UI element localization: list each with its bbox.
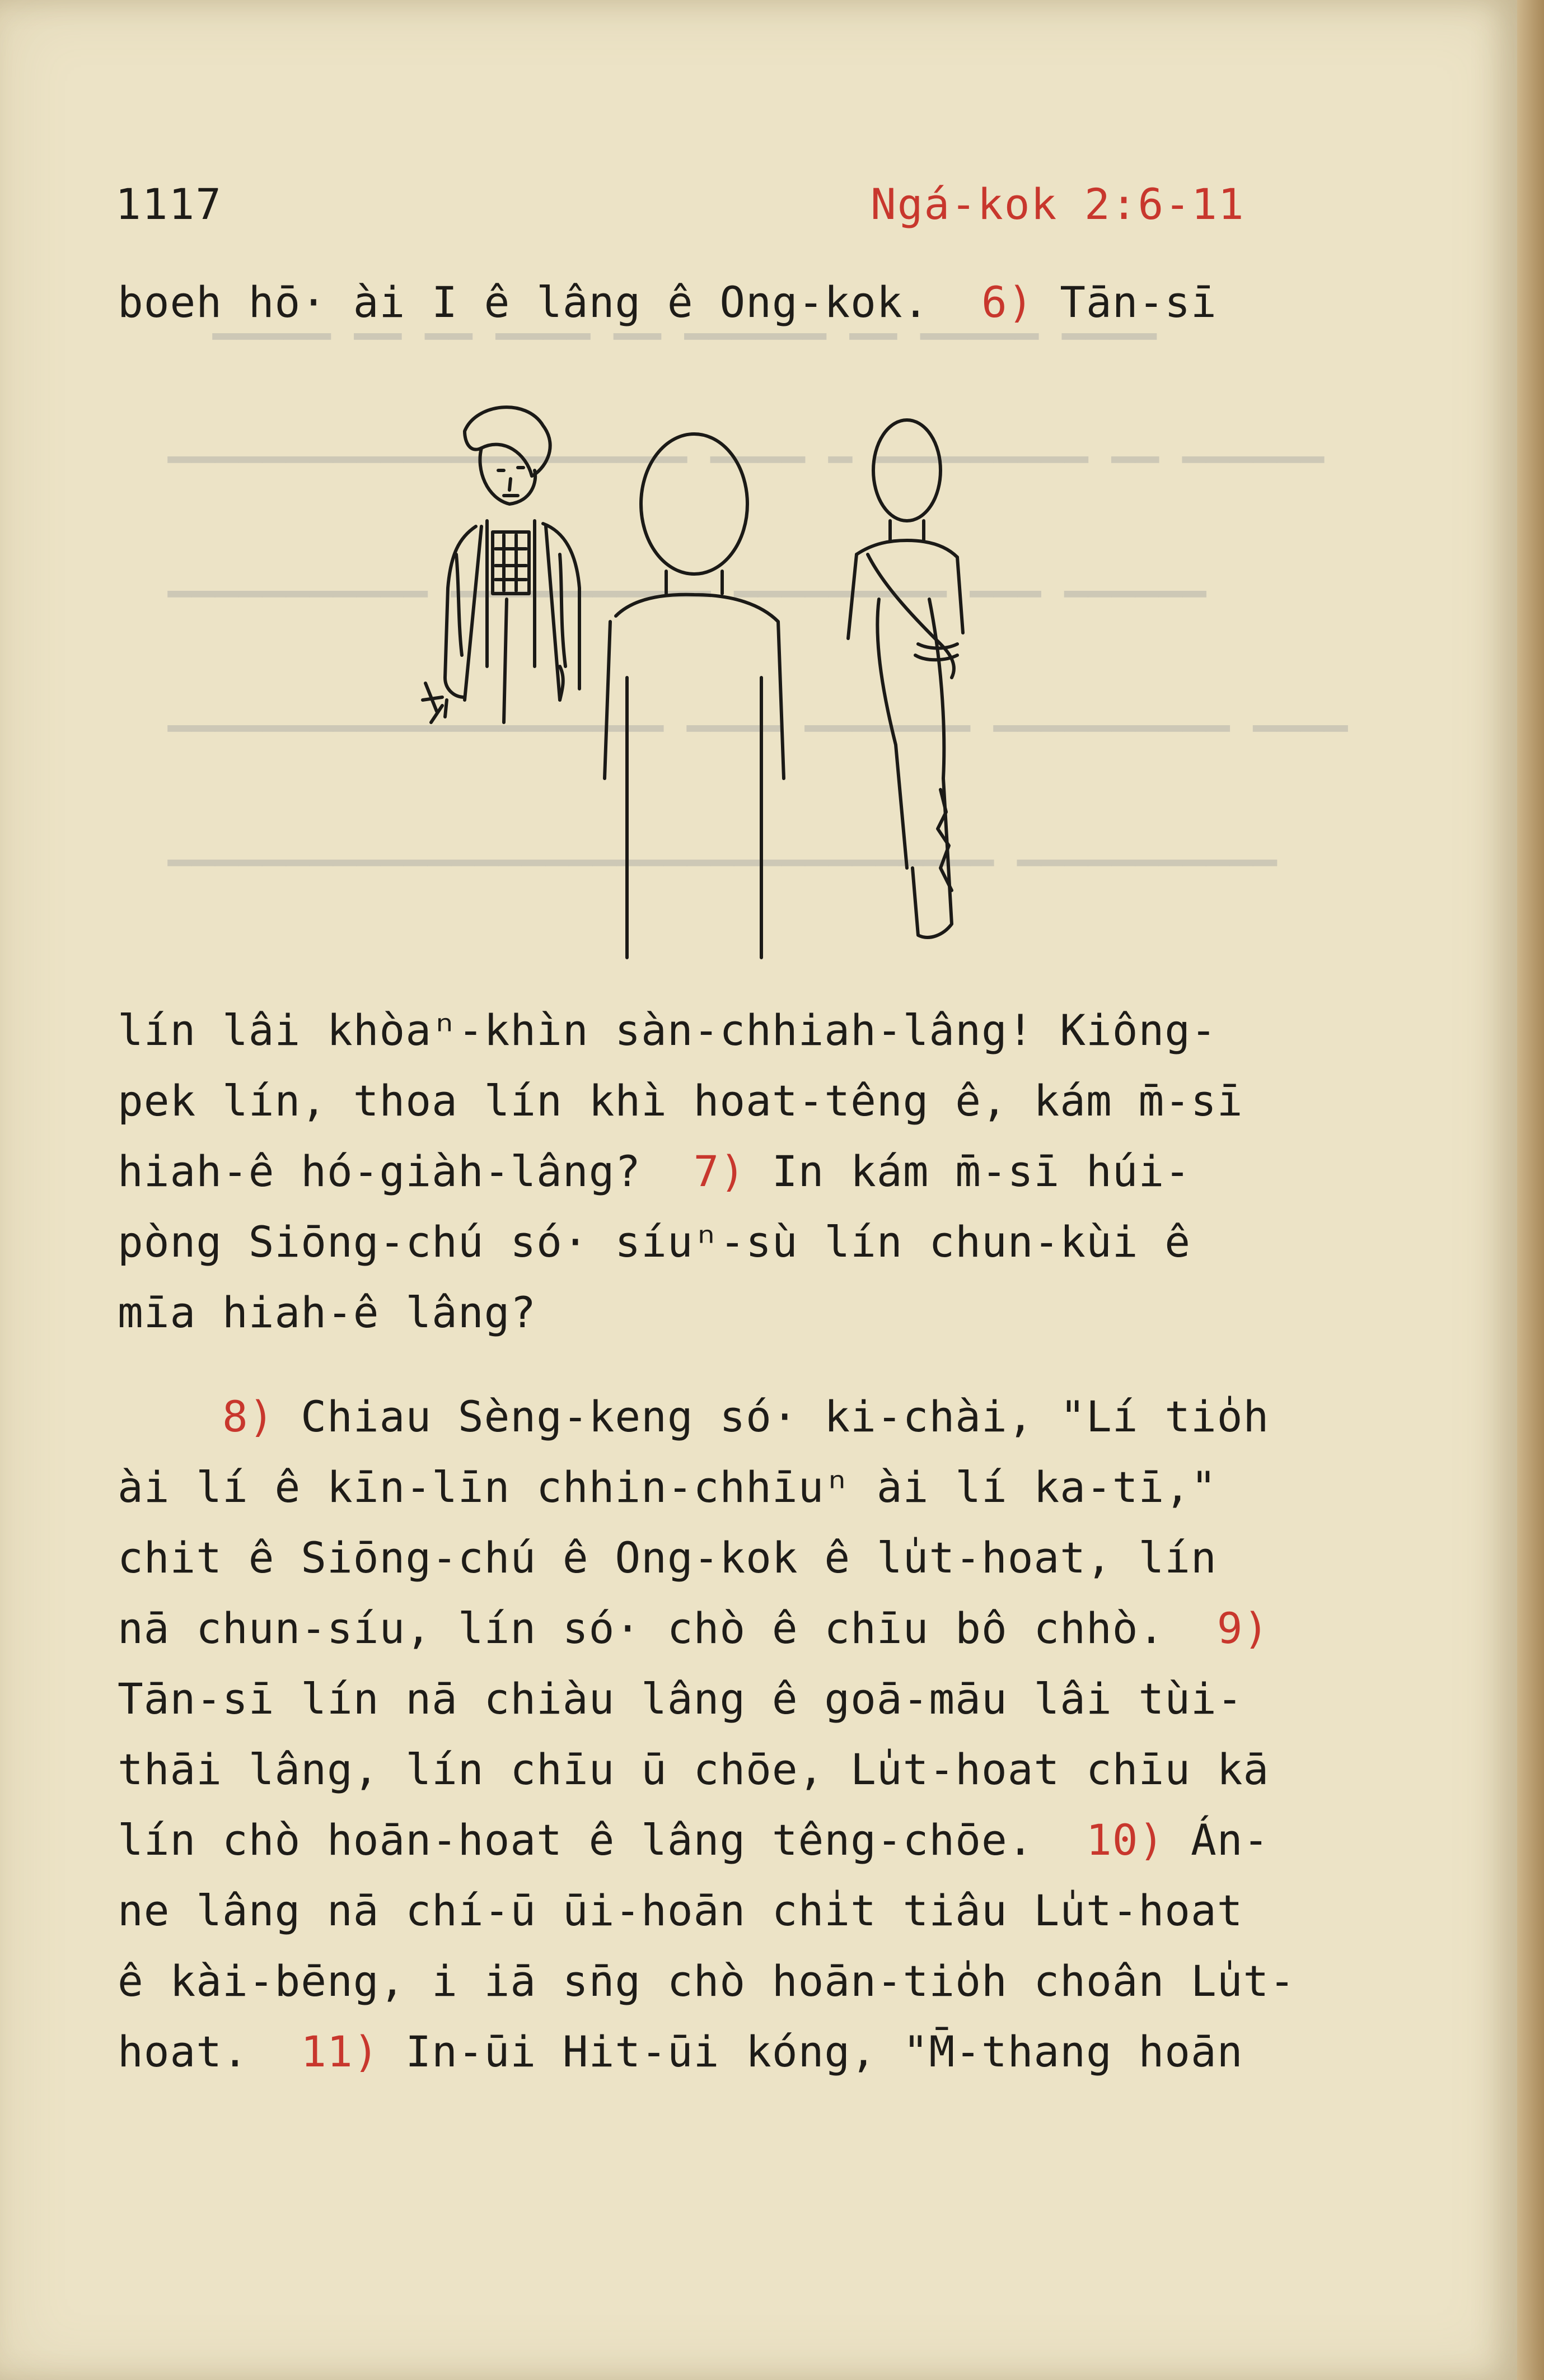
- text-line: [118, 1287, 536, 1337]
- page-edge: [1517, 0, 1544, 2380]
- line-text: nā chun-síu, lín só· chò ê chīu bô chhò.: [118, 1603, 1217, 1653]
- line-text: ne lâng nā chí-ū ūi-hoān chi̍t tiâu Lu̍t-hoat: [118, 1886, 1243, 1935]
- page-number: 1117: [115, 179, 223, 229]
- text-line: [118, 1392, 1269, 1441]
- turbaned-man-figure: [423, 407, 579, 722]
- line-text-continued: Tān-sī: [1033, 277, 1217, 327]
- verse-number: 7): [693, 1146, 746, 1196]
- line-text: chit ê Siōng-chú ê Ong-kok ê lu̍t-hoat, lín: [118, 1533, 1217, 1583]
- line-text: lín lâi khòaⁿ-khìn sàn-chhiah-lâng! Kiông-: [118, 1005, 1217, 1055]
- faceless-person-figure: [605, 434, 784, 958]
- line-text-continued: Án-: [1164, 1815, 1270, 1865]
- line-text: pòng Siōng-chú só· síuⁿ-sù lín chun-kùi ê: [118, 1217, 1191, 1267]
- text-line: [118, 1815, 1269, 1865]
- text-line: [118, 1462, 1217, 1512]
- text-line: [118, 277, 1217, 327]
- line-text: lín chò hoān-hoat ê lâng têng-chōe.: [118, 1815, 1086, 1865]
- line-text: ê kài-bēng, i iā sn̄g chò hoān-tio̍h choân Lu̍t-: [118, 1956, 1296, 2006]
- bleed-through-decoration: ━━━━ ━━━━━━━━━━ ━━━━━━━ ━━━━ ━━━━━━━━━━━━━━━━━━━━━: [168, 706, 1348, 752]
- three-figures-illustration: [392, 386, 1075, 969]
- line-text: boeh hō· ài I ê lâng ê Ong-kok.: [118, 277, 981, 327]
- line-text: Tān-sī lín nā chiàu lâng ê goā-māu lâi tùi-: [118, 1674, 1243, 1724]
- text-line: [118, 1076, 1243, 1126]
- line-text: ài lí ê kīn-līn chhin-chhīuⁿ ài lí ka-tī,": [118, 1462, 1217, 1512]
- line-text-continued: Chiau Sèng-keng só· ki-chài, "Lí tio̍h: [274, 1392, 1270, 1441]
- text-line: [118, 1603, 1269, 1653]
- bleed-through-decoration: ━━━━ ━━━━━ ━━ ━━━━━━ ━━ ━━━━ ━━ ━━ ━━━━━: [213, 314, 1157, 360]
- verse-number: 10): [1086, 1815, 1165, 1865]
- line-text: mīa hiah-ê lâng?: [118, 1287, 537, 1337]
- bleed-through-decoration: ━━━━━━━━━━━ ━━━━━━━━━━━━━━━━━━━━━━━━━━━━━━━━━━━: [168, 840, 1277, 886]
- verse-number: 8): [222, 1392, 275, 1441]
- line-text: hiah-ê hó-giàh-lâng?: [118, 1146, 694, 1196]
- line-text: [118, 1392, 222, 1441]
- bleed-through-decoration: ━━━━━━ ━━━ ━━━━━━━━━ ━━━━━━━━━━━ ━━━━━━━━━━━: [168, 571, 1206, 617]
- verse-number: 9): [1217, 1603, 1270, 1653]
- text-line: [118, 1886, 1243, 1935]
- chapter-reference: Ngá-kok 2:6-11: [871, 179, 1245, 229]
- line-text-continued: In kám m̄-sī húi-: [746, 1146, 1191, 1196]
- text-line: [118, 1533, 1217, 1583]
- text-line: [118, 1674, 1243, 1724]
- line-text: pek lín, thoa lín khì hoat-têng ê, kám m̄-sī: [118, 1076, 1243, 1126]
- text-line: [118, 1744, 1269, 1794]
- line-text: hoat.: [118, 2027, 301, 2076]
- text-line: [118, 1956, 1295, 2006]
- text-line: [118, 1005, 1217, 1055]
- draped-woman-figure: [848, 420, 963, 937]
- verse-number: 6): [981, 277, 1034, 327]
- line-text-continued: In-ūi Hit-ūi kóng, "M̄-thang hoān: [379, 2027, 1243, 2076]
- verse-number: 11): [301, 2027, 380, 2076]
- text-line: [118, 1217, 1191, 1267]
- text-line: [118, 1146, 1191, 1196]
- bleed-through-decoration: ━━━━━━ ━━ ━━━━━━━━━ ━ ━━━━ ━━━━━━━━━━━━━━━━━━━━━━: [168, 437, 1325, 483]
- text-line: [118, 2027, 1243, 2076]
- line-text: thāi lâng, lín chīu ū chōe, Lu̍t-hoat chīu kā: [118, 1744, 1270, 1794]
